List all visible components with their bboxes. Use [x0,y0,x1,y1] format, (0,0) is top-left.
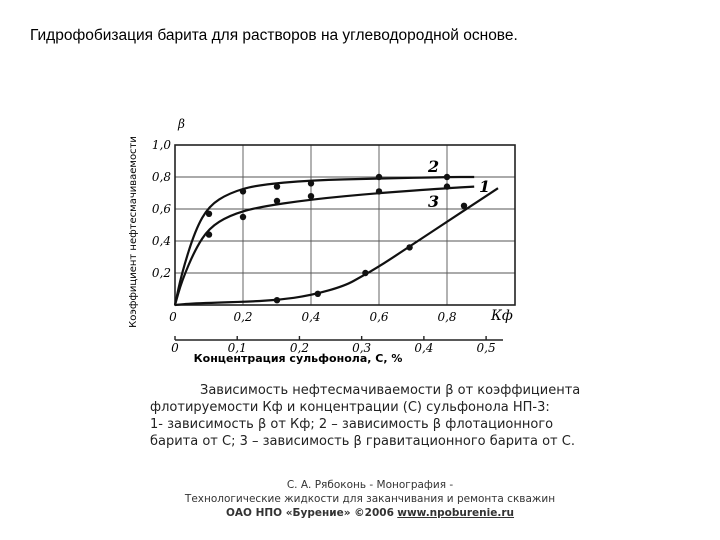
x-top-tick-label: 0,4 [301,310,321,324]
credits-publisher [150,506,590,520]
series-2-point [444,174,450,180]
series-2-point [274,183,280,189]
slide-title: Гидрофобизация барита для растворов на углеводородной основе. [30,27,518,44]
x-bottom-tick-label: 0,5 [476,341,496,355]
y-axis-symbol: β [178,117,185,131]
y-axis-label: Коэффициент нефтесмачиваемости [128,136,139,328]
x-bottom-tick-label: 0,4 [414,341,434,355]
series-3-point [240,214,246,220]
x-top-tick-label: 0,8 [437,310,457,324]
series-1-point [315,291,321,297]
series-label-2: 2 [428,157,440,176]
y-tick-label: 0,2 [151,266,171,280]
series-2-point [308,180,314,186]
series-1-point [406,244,412,250]
x-bottom-tick-label: 0,3 [352,341,372,355]
series-layer [175,157,498,305]
x-axis-bottom-label: Концентрация сульфонола, С, % [193,352,403,365]
y-tick-label: 0,8 [151,170,171,184]
credits-book: Технологические жидкости для заканчивания и ремонта скважин [184,493,556,505]
series-2-point [206,211,212,217]
x-top-tick-label: 0,2 [233,310,253,324]
series-1-point [362,270,368,276]
credits-link[interactable]: www.npoburenie.ru [397,507,515,519]
caption-line: Зависимость нефтесмачиваемости β от коэффициента [200,383,581,398]
x-top-tick-label: 0,6 [369,310,389,324]
series-3-point [274,198,280,204]
figure-caption [150,382,590,450]
plot-frame [175,145,515,305]
series-label-1: 1 [479,177,491,196]
series-2-point [240,188,246,194]
series-label-3: 3 [428,192,440,211]
credits-org: ОАО НПО «Бурение» ©2006 [225,507,394,519]
x-bottom-tick-label: 0 [171,341,179,355]
x-axis-top-label: Кф [491,308,513,324]
series-1-point [274,297,280,303]
series-2-point [376,174,382,180]
series-3-point [206,231,212,237]
caption-line: 1- зависимость β от Кф; 2 – зависимость β флотационного [150,417,554,432]
series-3-point [444,183,450,189]
credits [150,478,590,520]
chart-grid [175,145,515,305]
caption-line: флотируемости Кф и концентрации (С) сульфонола НП-3: [150,400,550,415]
series-1-point [461,203,467,209]
y-tick-label: 0,6 [151,202,171,216]
series-3-point [308,193,314,199]
y-tick-label: 1,0 [151,138,171,152]
y-tick-label: 0,4 [151,234,171,248]
x-top-tick-label: 0 [169,310,177,324]
tick-labels [152,138,503,355]
series-3-point [376,188,382,194]
x-bottom-tick-label: 0,2 [289,341,309,355]
x-bottom-tick-label: 0,1 [227,341,247,355]
credits-author: С. А. Рябоконь - Монография - [286,479,454,491]
caption-line: барита от С; 3 – зависимость β гравитационного барита от С. [150,434,575,449]
series-line-1 [175,188,498,305]
